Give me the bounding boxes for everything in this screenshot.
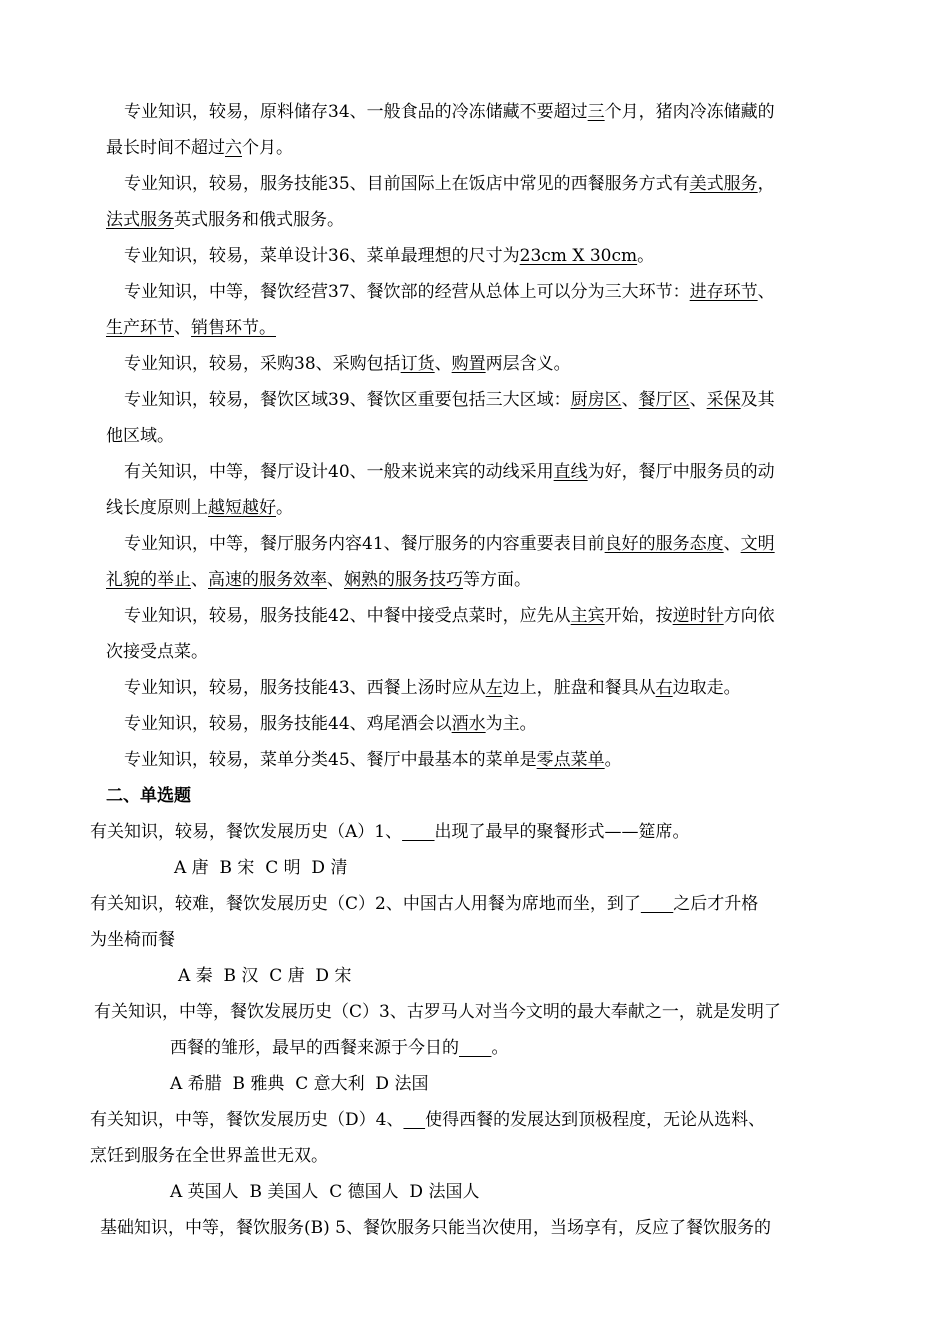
answer-blank: 左: [485, 678, 503, 698]
text-line: [106, 570, 531, 590]
text-segment: 专业知识，中等，餐饮经营37、餐饮部的经营从总体上可以分为三大环节：: [124, 282, 690, 302]
text-line: [94, 1002, 781, 1022]
text-line: [106, 426, 174, 446]
answer-blank: 销售环节。: [191, 318, 276, 338]
text-segment: 两层含义。: [485, 354, 571, 374]
answer-blank: [641, 894, 673, 914]
answer-blank: 娴熟的服务技巧: [344, 570, 463, 590]
text-segment: 。: [604, 750, 622, 770]
text-line: [124, 534, 775, 554]
answer-blank: [402, 822, 434, 842]
text-line: [124, 282, 775, 302]
text-segment: A 唐 B 宋 C 明 D 清: [174, 858, 348, 878]
text-segment: 有关知识，中等，餐饮发展历史（D）4、: [90, 1110, 404, 1130]
text-segment: 他区域。: [106, 426, 174, 446]
text-segment: 最长时间不超过: [106, 138, 225, 158]
text-segment: 基础知识，中等，餐饮服务(B) 5、餐饮服务只能当次使用，当场享有，反应了餐饮服务的: [100, 1218, 771, 1238]
text-segment: 专业知识，较易，服务技能44、鸡尾酒会以: [124, 714, 452, 734]
text-line: [178, 966, 351, 986]
text-segment: 专业知识，较易，原料储存34、一般食品的冷冻储藏不要超过: [124, 102, 588, 122]
text-line: [90, 1146, 328, 1166]
answer-blank: [459, 1038, 491, 1058]
text-line: [124, 102, 775, 122]
text-segment: 英式服务和俄式服务。: [174, 210, 344, 230]
text-segment: 专业知识，较易，采购38、采购包括: [124, 354, 401, 374]
text-line: [174, 858, 347, 878]
text-segment: 及其: [740, 390, 775, 410]
answer-blank: 主宾: [570, 606, 605, 626]
text-segment: 边取走。: [672, 678, 741, 698]
text-segment: 、: [621, 390, 639, 410]
text-segment: 有关知识，较易，餐饮发展历史（A）1、: [90, 822, 403, 842]
text-segment: 开始，按: [604, 606, 673, 626]
text-segment: 有关知识，较难，餐饮发展历史（C）2、中国古人用餐为席地而坐，到了: [90, 894, 641, 914]
text-segment: 出现了最早的聚餐形式——筵席。: [434, 822, 690, 842]
text-segment: 专业知识，较易，菜单分类45、餐厅中最基本的菜单是: [124, 750, 537, 770]
text-segment: 专业知识，较易，服务技能43、西餐上汤时应从: [124, 678, 486, 698]
text-line: [170, 1074, 428, 1094]
answer-blank: 逆时针: [672, 606, 724, 626]
answer-blank: 高速的服务效率: [208, 570, 327, 590]
text-segment: 、: [723, 534, 741, 554]
text-line: [170, 1182, 479, 1202]
text-segment: 专业知识，较易，餐饮区域39、餐饮区重要包括三大区域：: [124, 390, 571, 410]
text-segment: ，: [757, 174, 775, 194]
answer-blank: 餐厅区: [638, 390, 690, 410]
text-segment: 线长度原则上: [106, 498, 208, 518]
answer-blank: 越短越好: [208, 498, 276, 518]
text-segment: 烹饪到服务在全世界盖世无双。: [90, 1146, 328, 1166]
text-segment: A 英国人 B 美国人 C 德国人 D 法国人: [170, 1182, 480, 1202]
text-segment: 为主。: [485, 714, 537, 734]
answer-blank: 文明: [740, 534, 775, 554]
answer-blank: 生产环节: [106, 318, 174, 338]
text-segment: 方向依: [723, 606, 775, 626]
text-line: [90, 930, 175, 950]
section-heading: [106, 786, 191, 806]
answer-blank: 厨房区: [570, 390, 622, 410]
text-segment: 、: [434, 354, 452, 374]
text-segment: 西餐的雏形，最早的西餐来源于今日的: [170, 1038, 459, 1058]
text-line: [124, 750, 622, 770]
text-segment: 次接受点菜。: [106, 642, 208, 662]
text-line: [124, 714, 537, 734]
text-segment: 二、单选题: [106, 786, 191, 806]
text-line: [106, 318, 276, 338]
answer-blank: 直线: [553, 462, 588, 482]
text-segment: 、: [191, 570, 208, 590]
text-line: [106, 138, 293, 158]
text-line: [124, 678, 741, 698]
text-segment: 。: [491, 1038, 509, 1058]
text-segment: 边上，脏盘和餐具从: [502, 678, 656, 698]
text-segment: A 希腊 B 雅典 C 意大利 D 法国: [170, 1074, 429, 1094]
text-line: [106, 498, 293, 518]
text-segment: 专业知识，较易，服务技能35、目前国际上在饭店中常见的西餐服务方式有: [124, 174, 690, 194]
text-segment: 个月。: [242, 138, 293, 158]
text-segment: A 秦 B 汉 C 唐 D 宋: [178, 966, 352, 986]
text-line: [106, 210, 344, 230]
text-segment: 为好，餐厅中服务员的动: [587, 462, 775, 482]
answer-blank: 良好的服务态度: [604, 534, 724, 554]
answer-blank: 法式服务: [106, 210, 174, 230]
text-line: [100, 1218, 771, 1238]
text-line: [124, 246, 654, 266]
text-segment: 。: [276, 498, 293, 518]
text-line: [106, 642, 208, 662]
text-segment: 、: [327, 570, 344, 590]
answer-blank: 购置: [451, 354, 486, 374]
text-segment: 等方面。: [463, 570, 531, 590]
text-line: [124, 174, 775, 194]
text-line: [124, 354, 571, 374]
answer-blank: 酒水: [451, 714, 486, 734]
text-line: [90, 1110, 765, 1130]
text-segment: 专业知识，较易，服务技能42、中餐中接受点菜时，应先从: [124, 606, 571, 626]
answer-blank: 美式服务: [689, 174, 758, 194]
answer-blank: 零点菜单: [536, 750, 605, 770]
text-line: [90, 822, 690, 842]
text-segment: 有关知识，中等，餐饮发展历史（C）3、古罗马人对当今文明的最大奉献之一，就是发明了: [94, 1002, 781, 1022]
answer-blank: 订货: [400, 354, 435, 374]
answer-blank: 礼貌的举止: [106, 570, 191, 590]
text-segment: 使得西餐的发展达到顶极程度，无论从选料、: [425, 1110, 766, 1130]
text-segment: 个月，猪肉冷冻储藏的: [604, 102, 775, 122]
text-segment: 有关知识，中等，餐厅设计40、一般来说来宾的动线采用: [124, 462, 554, 482]
answer-blank: 三: [587, 102, 605, 122]
answer-blank: 六: [225, 138, 242, 158]
text-segment: 、: [757, 282, 775, 302]
text-line: [170, 1038, 508, 1058]
text-segment: 、: [174, 318, 191, 338]
text-line: [124, 462, 775, 482]
text-segment: 之后才升格: [673, 894, 759, 914]
text-line: [124, 390, 775, 410]
text-line: [90, 894, 758, 914]
text-segment: 为坐椅而餐: [90, 930, 175, 950]
text-segment: 。: [637, 246, 655, 266]
answer-blank: 进存环节: [689, 282, 758, 302]
answer-blank: [403, 1110, 425, 1130]
text-segment: 专业知识，较易，菜单设计36、菜单最理想的尺寸为: [124, 246, 520, 266]
answer-blank: 采保: [706, 390, 741, 410]
text-line: [124, 606, 775, 626]
text-segment: 专业知识，中等，餐厅服务内容41、餐厅服务的内容重要表目前: [124, 534, 605, 554]
answer-blank: 23cm X 30cm: [519, 246, 638, 266]
answer-blank: 右: [655, 678, 673, 698]
text-segment: 、: [689, 390, 707, 410]
